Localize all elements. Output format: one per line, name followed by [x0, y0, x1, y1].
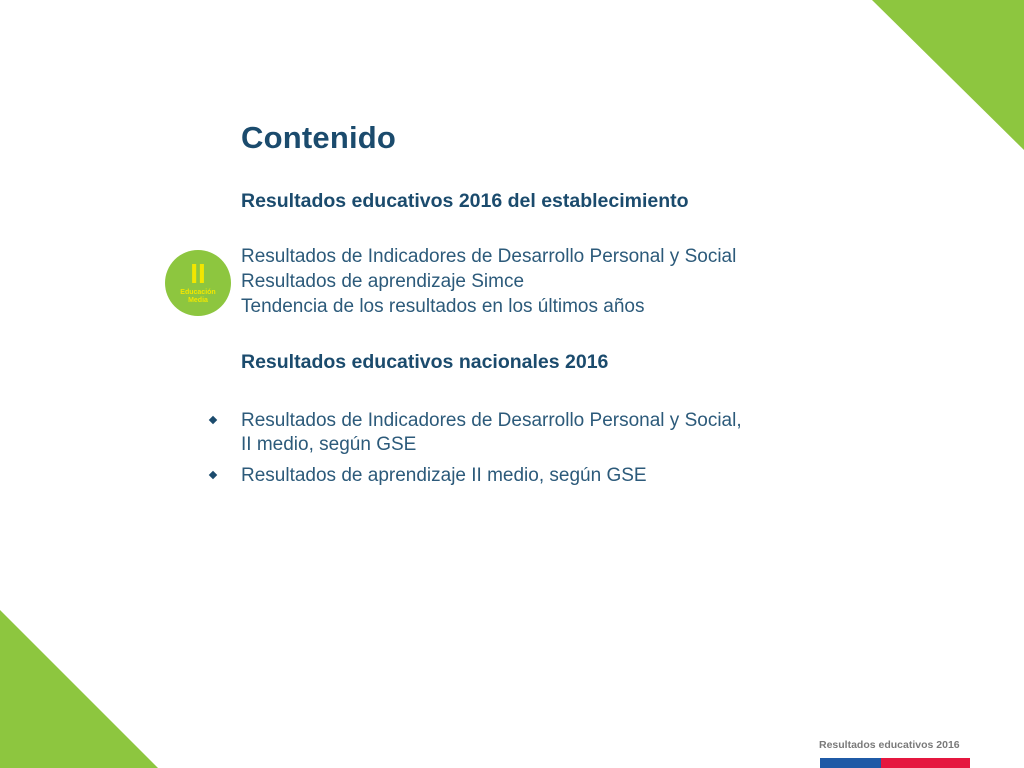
- diamond-bullet-icon: [209, 416, 217, 424]
- corner-decoration-bottom-left: [0, 610, 158, 768]
- nacionales-bullet-list: [208, 409, 828, 495]
- education-level-badge: [165, 250, 231, 316]
- footer-label: Resultados educativos 2016: [819, 739, 960, 751]
- bullet-line: Resultados de aprendizaje II medio, según GSE: [241, 465, 647, 486]
- flag-red-segment: [881, 758, 970, 768]
- list-item: Resultados de Indicadores de Desarrollo Personal y Social: [241, 246, 737, 267]
- bullet-line: Resultados de Indicadores de Desarrollo Personal y Social,: [241, 410, 742, 431]
- corner-decoration-top-right: [872, 0, 1024, 150]
- badge-label-line2: Media: [188, 297, 208, 304]
- page-title: Contenido: [241, 120, 397, 155]
- badge-numeral: II: [190, 258, 206, 289]
- list-item: [208, 464, 828, 488]
- footer-flag-bar: [820, 758, 970, 768]
- list-item: [208, 409, 828, 457]
- list-item: Tendencia de los resultados en los últimos años: [241, 296, 645, 317]
- diamond-bullet-icon: [209, 471, 217, 479]
- badge-label-line1: Educación: [180, 289, 216, 296]
- flag-blue-segment: [820, 758, 881, 768]
- section-heading-establecimiento: Resultados educativos 2016 del establecimiento: [241, 190, 689, 212]
- section-heading-nacionales: Resultados educativos nacionales 2016: [241, 351, 609, 373]
- bullet-line: II medio, según GSE: [241, 434, 417, 455]
- establecimiento-content-list: [241, 244, 736, 319]
- list-item: Resultados de aprendizaje Simce: [241, 271, 525, 292]
